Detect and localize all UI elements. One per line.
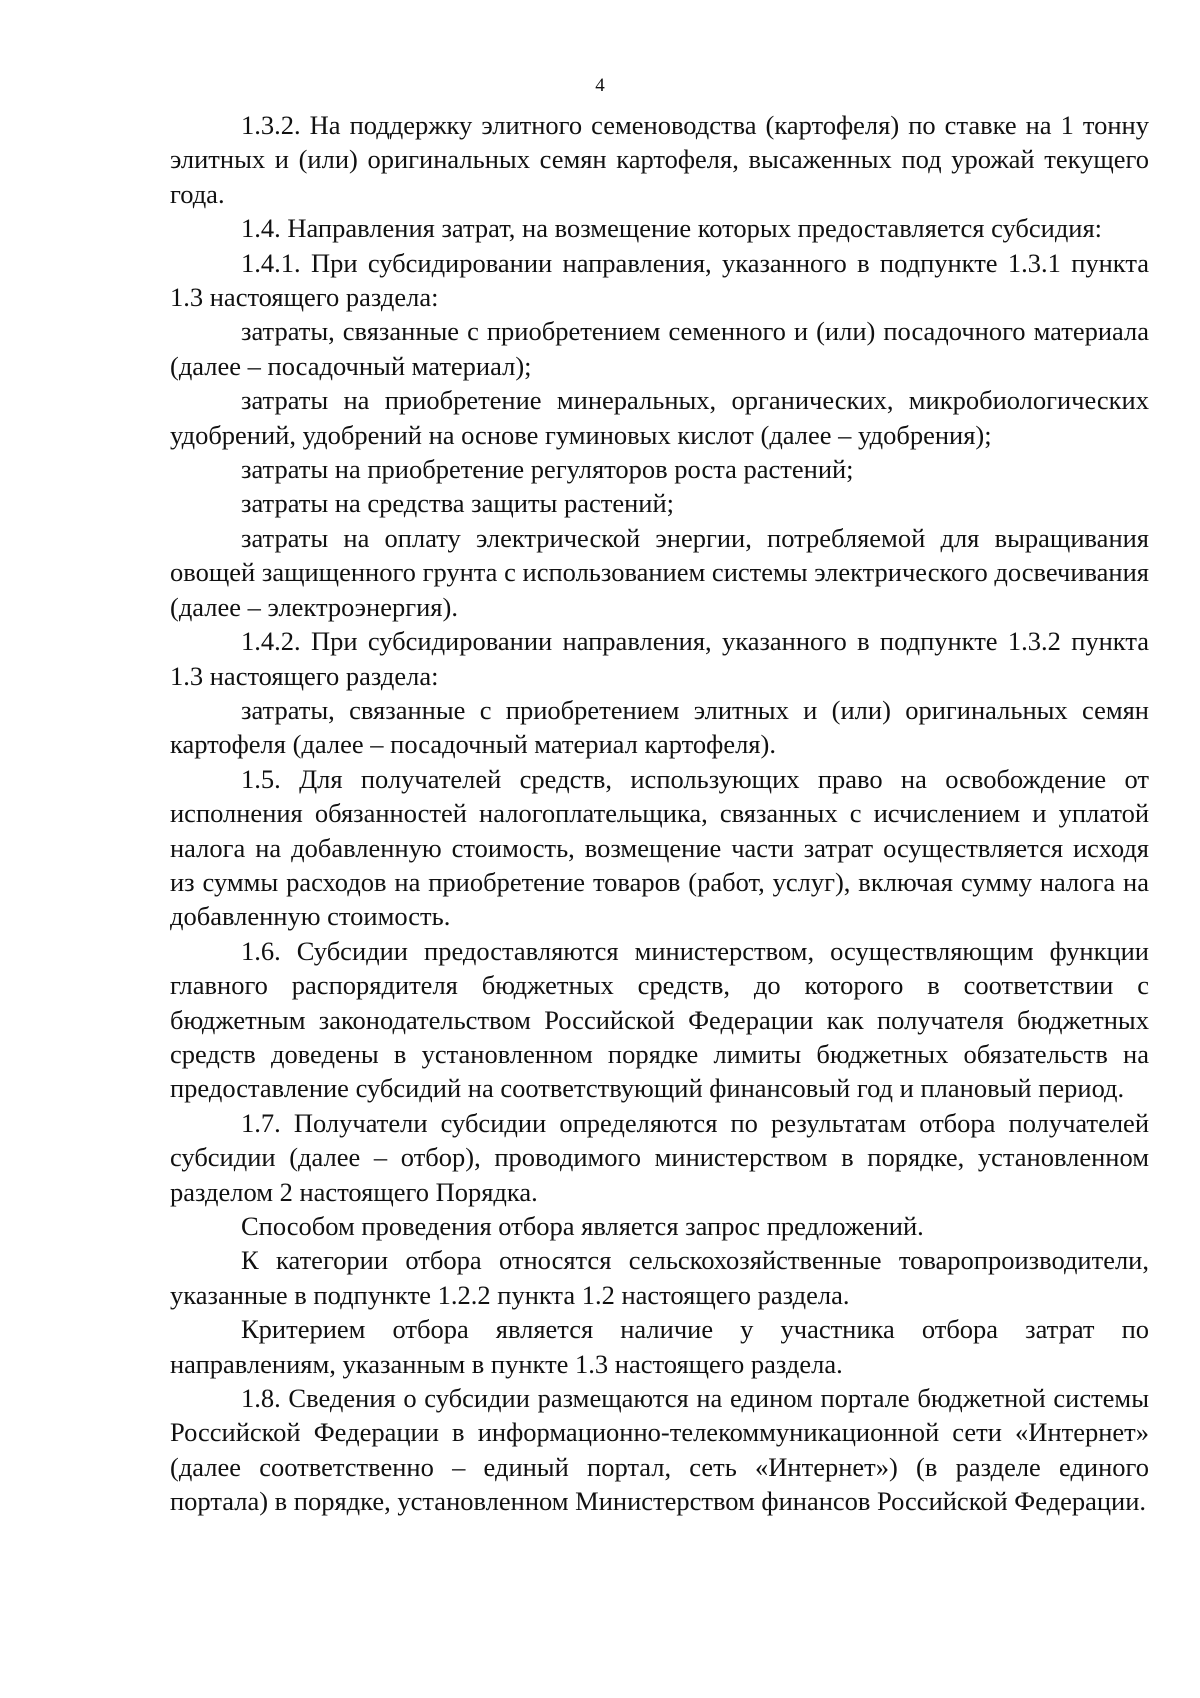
paragraph-1-6: 1.6. Субсидии предоставляются министерством, осуществляющим функции главного распорядителя бюджетных средств, до которого в соответствии с бюджетным законодательством Российской Федерации как получателя бюджетных средств доведены в установленном порядке лимиты бюджетных обязательств на предоставление субсидий на соответствующий финансовый год и плановый период. [170, 935, 1149, 1104]
paragraph-planting-material: затраты, связанные с приобретением семенного и (или) посадочного материала (далее – посадочный материал); [170, 316, 1149, 381]
paragraph-selection-method: Способом проведения отбора является запрос предложений. [241, 1211, 924, 1241]
paragraph-selection-criterion: Критерием отбора является наличие у участника отбора затрат по направлениям, указанным в пункте 1.3 настоящего раздела. [170, 1314, 1149, 1379]
paragraph-1-4: 1.4. Направления затрат, на возмещение которых предоставляется субсидия: [241, 213, 1103, 244]
paragraph-1-4-1: 1.4.1. При субсидировании направления, указанного в подпункте 1.3.1 пункта 1.3 настоящего раздела: [170, 247, 1149, 313]
paragraph-1-3-2: 1.3.2. На поддержку элитного семеноводства (картофеля) по ставке на 1 тонну элитных и (или) оригинальных семян картофеля, высаженных под урожай текущего года. [170, 110, 1149, 209]
paragraph-electricity: затраты на оплату электрической энергии, потребляемой для выращивания овощей защищенного грунта с использованием системы электрического досвечивания (далее – электроэнергия). [170, 522, 1149, 622]
paragraph-plant-protection: затраты на средства защиты растений; [241, 488, 675, 519]
paragraph-1-8: 1.8. Сведения о субсидии размещаются на едином портале бюджетной системы Российской Федерации в информационно-телекоммуникационной сети «Интернет» (далее соответственно – единый портал, сеть «Интернет») (в разделе единого портала) в порядке, установленном Министерством финансов Российской Федерации. [170, 1383, 1149, 1517]
paragraph-potato-material: затраты, связанные с приобретением элитных и (или) оригинальных семян картофеля (далее – посадочный материал картофеля). [170, 694, 1149, 760]
paragraph-selection-category: К категории отбора относятся сельскохозяйственные товаропроизводители, указанные в подпункте 1.2.2 пункта 1.2 настоящего раздела. [170, 1245, 1149, 1310]
paragraph-growth-regulators: затраты на приобретение регуляторов роста растений; [241, 454, 854, 485]
paragraph-fertilizers: затраты на приобретение минеральных, органических, микробиологических удобрений, удобрений на основе гуминовых кислот (далее – удобрения); [170, 385, 1149, 450]
paragraph-1-7: 1.7. Получатели субсидии определяются по результатам отбора получателей субсидии (далее – отбор), проводимого министерством в порядке, установленном разделом 2 настоящего Порядка. [170, 1107, 1149, 1207]
document-body [170, 108, 1149, 1519]
paragraph-1-4-2: 1.4.2. При субсидировании направления, указанного в подпункте 1.3.2 пункта 1.3 настоящего раздела: [170, 626, 1149, 691]
page-number: 4 [595, 75, 605, 96]
paragraph-1-5: 1.5. Для получателей средств, использующих право на освобождение от исполнения обязанностей налогоплательщика, связанных с исчислением и уплатой налога на добавленную стоимость, возмещение части затрат осуществляется исходя из суммы расходов на приобретение товаров (работ, услуг), включая сумму налога на добавленную стоимость. [170, 763, 1149, 932]
